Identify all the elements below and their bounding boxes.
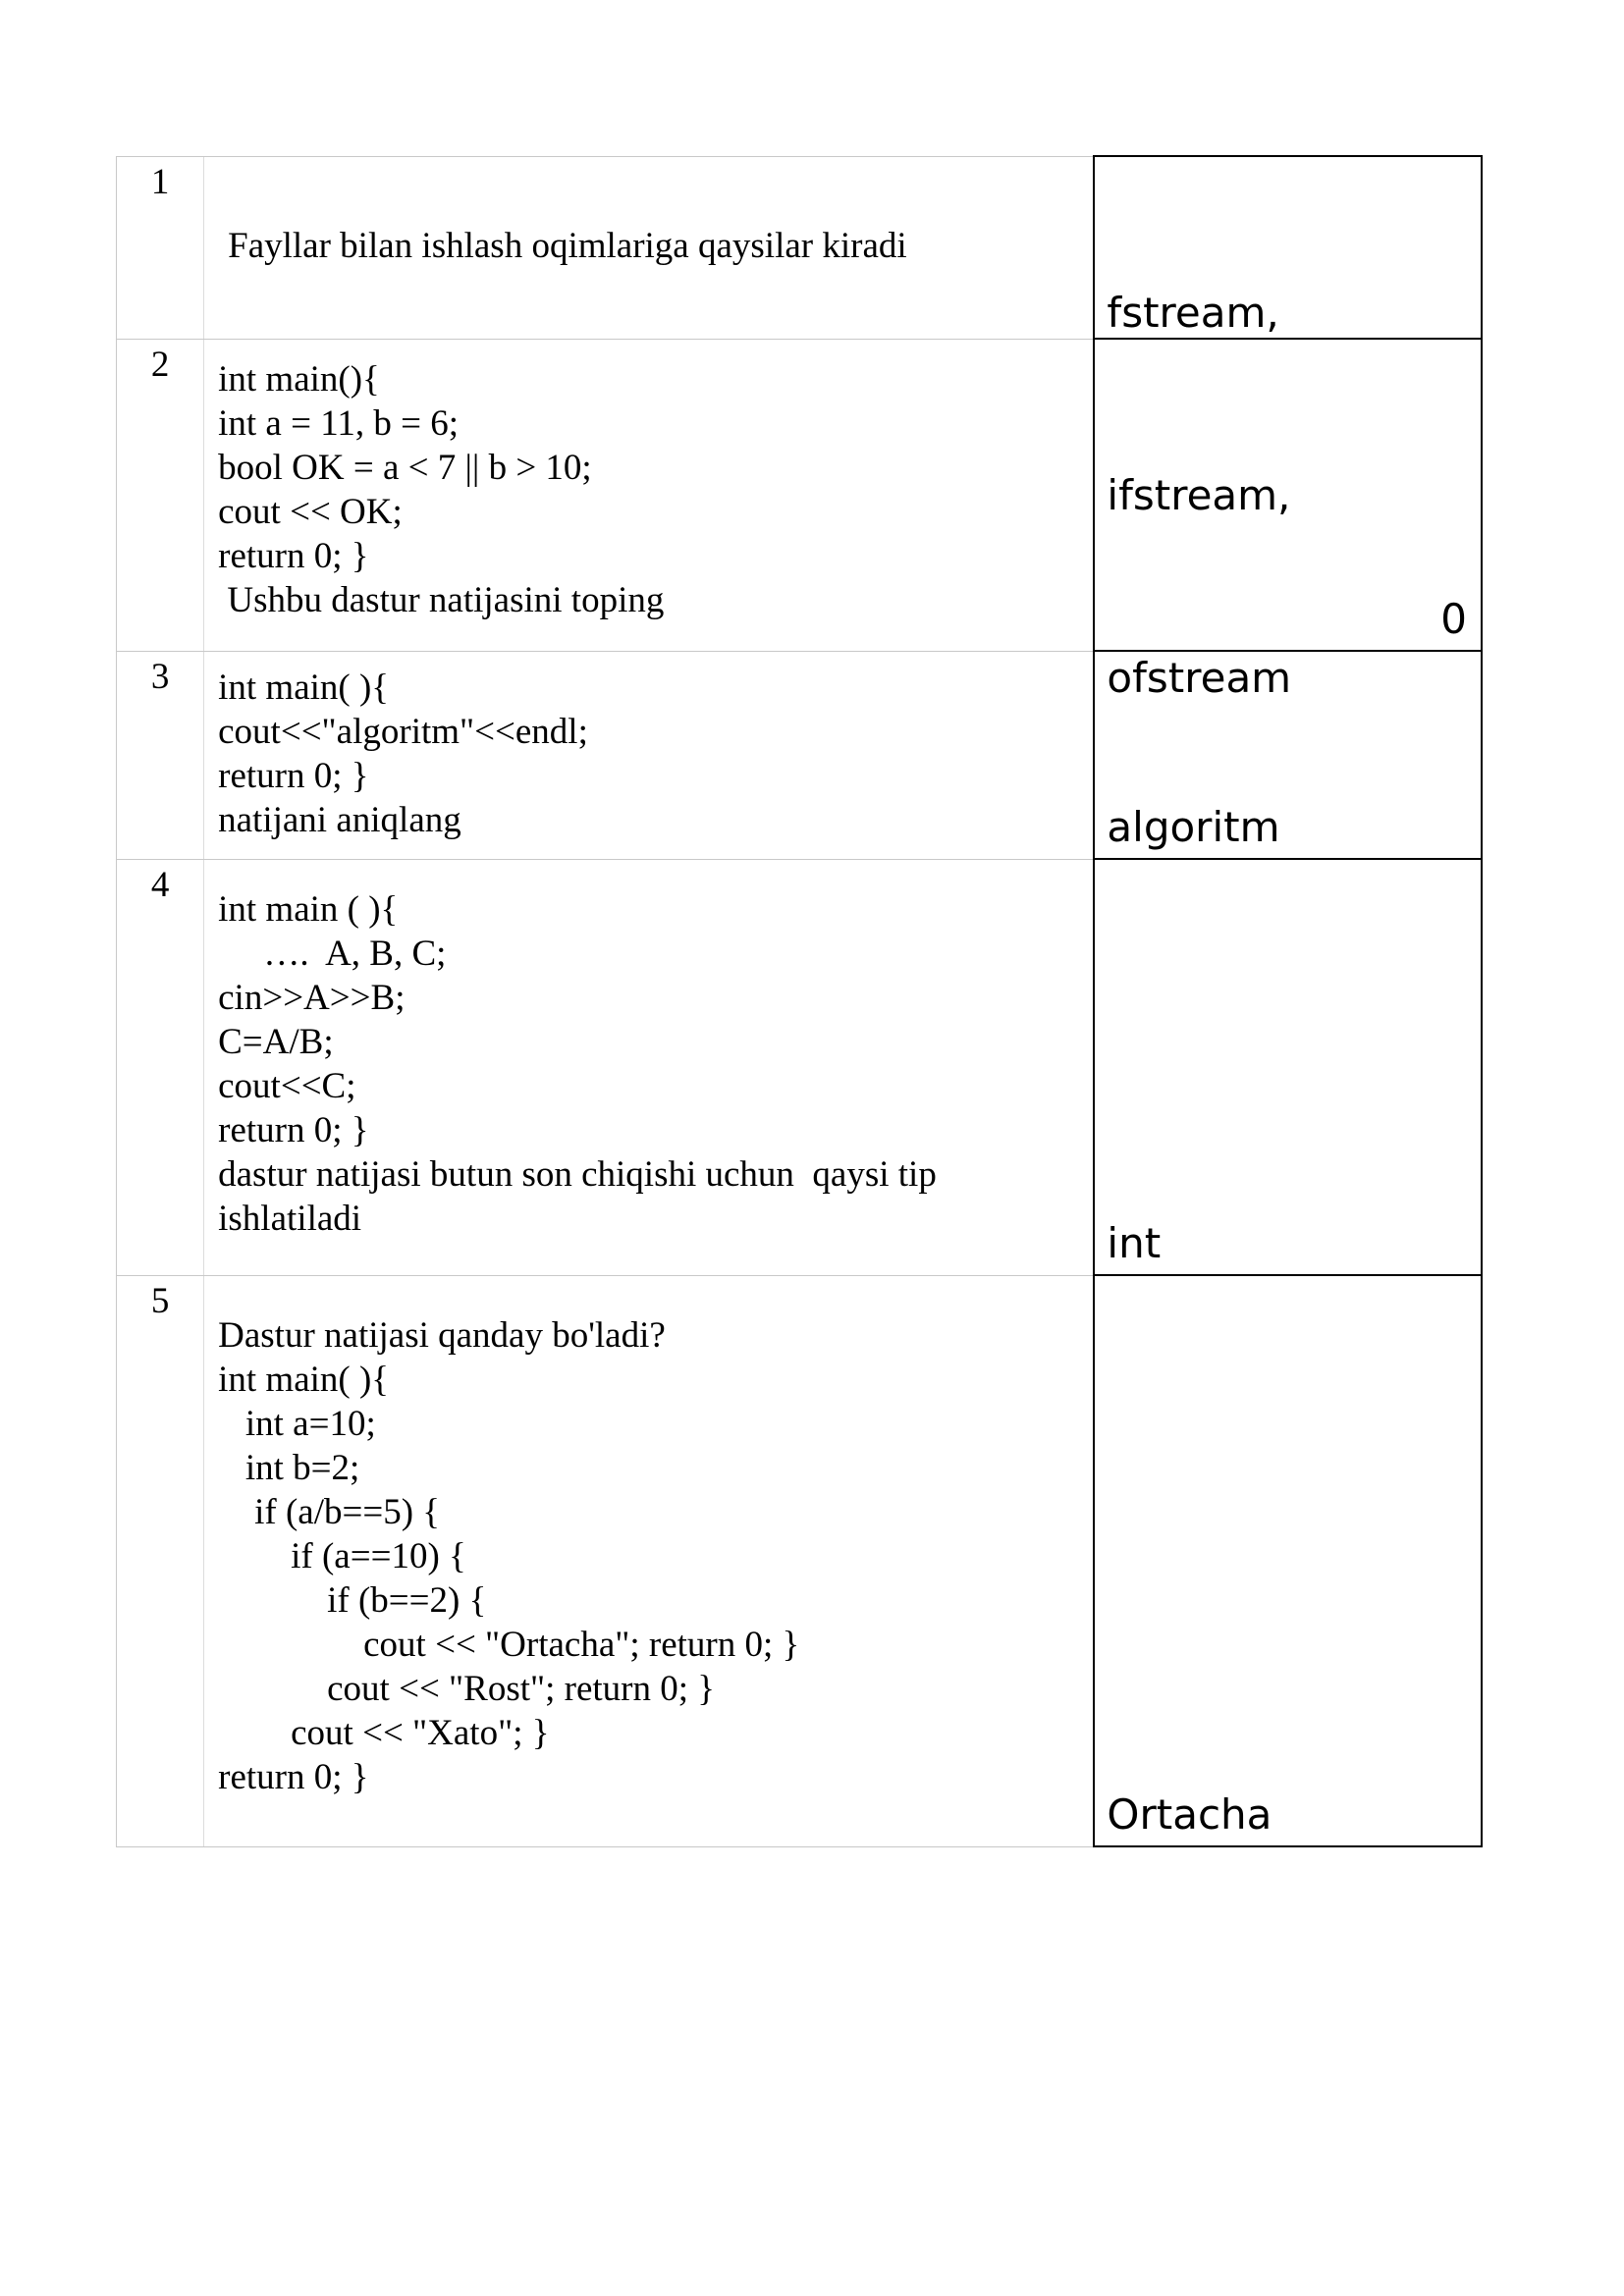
row-number-cell bbox=[117, 1275, 204, 1846]
question-row bbox=[117, 339, 1483, 651]
answer-cell bbox=[1094, 156, 1482, 702]
question-table bbox=[116, 155, 1483, 1847]
question-row bbox=[117, 651, 1483, 859]
row-number: 3 bbox=[150, 656, 170, 697]
question-cell bbox=[204, 339, 1095, 651]
question-line: if (b==2) { bbox=[218, 1579, 487, 1621]
answer-text: Ortacha bbox=[1107, 1790, 1272, 1839]
question-line: cin>>A>>B; bbox=[218, 977, 406, 1018]
question-line: cout << "Rost"; return 0; } bbox=[218, 1668, 716, 1709]
question-line: cout << "Ortacha"; return 0; } bbox=[218, 1624, 800, 1665]
question-line: if (a==10) { bbox=[218, 1535, 466, 1576]
question-row bbox=[117, 156, 1483, 339]
question-line: return 0; } bbox=[218, 1109, 369, 1150]
answer-line: ifstream, bbox=[1107, 471, 1291, 519]
question-row bbox=[117, 859, 1483, 1275]
answer-text: algoritm bbox=[1107, 803, 1280, 851]
row-number: 5 bbox=[150, 1280, 170, 1321]
question-line: return 0; } bbox=[218, 535, 369, 576]
question-line: Ushbu dastur natijasini toping bbox=[218, 579, 665, 620]
row-number-cell bbox=[117, 859, 204, 1275]
answer-line: ofstream bbox=[1107, 654, 1292, 702]
question-line: int main ( ){ bbox=[218, 888, 399, 930]
answer-text: 0 bbox=[1440, 595, 1467, 643]
question-line: int b=2; bbox=[218, 1447, 360, 1488]
question-line: int main( ){ bbox=[218, 667, 390, 708]
question-line: Fayllar bilan ishlash oqimlariga qaysilar kiradi bbox=[228, 225, 907, 266]
answer-text: int bbox=[1107, 1219, 1162, 1267]
row-number-cell bbox=[117, 339, 204, 651]
question-cell bbox=[204, 1275, 1095, 1846]
question-cell bbox=[204, 859, 1095, 1275]
answer-line: fstream, bbox=[1107, 289, 1279, 337]
question-line: int a=10; bbox=[218, 1403, 376, 1444]
row-number: 2 bbox=[150, 344, 170, 385]
question-line: cout<<C; bbox=[218, 1065, 356, 1106]
row-number-cell bbox=[117, 156, 204, 339]
question-row bbox=[117, 1275, 1483, 1846]
question-line: cout << "Xato"; } bbox=[218, 1712, 550, 1753]
answer-cell bbox=[1094, 651, 1482, 859]
question-line: if (a/b==5) { bbox=[218, 1491, 441, 1532]
row-number-cell bbox=[117, 651, 204, 859]
question-line: …. A, B, C; bbox=[218, 933, 447, 974]
question-line: int a = 11, b = 6; bbox=[218, 402, 459, 444]
question-line: bool OK = a < 7 || b > 10; bbox=[218, 447, 592, 488]
question-line: int main(){ bbox=[218, 358, 380, 400]
question-line: Dastur natijasi qanday bo'ladi? bbox=[218, 1314, 666, 1356]
question-line: return 0; } bbox=[218, 1756, 369, 1797]
question-cell bbox=[204, 156, 1095, 339]
question-line: return 0; } bbox=[218, 755, 369, 796]
question-line: cout << OK; bbox=[218, 491, 403, 532]
question-line: natijani aniqlang bbox=[218, 799, 461, 840]
question-line: int main( ){ bbox=[218, 1359, 390, 1400]
question-line: cout<<"algoritm"<<endl; bbox=[218, 711, 588, 752]
question-cell bbox=[204, 651, 1095, 859]
row-number: 1 bbox=[150, 161, 170, 202]
question-line: ishlatiladi bbox=[218, 1198, 362, 1239]
answer-cell bbox=[1094, 859, 1482, 1275]
row-number: 4 bbox=[150, 864, 170, 905]
answer-cell bbox=[1094, 339, 1482, 651]
answer-cell bbox=[1094, 1275, 1482, 1846]
question-line: C=A/B; bbox=[218, 1021, 334, 1062]
question-line: dastur natijasi butun son chiqishi uchun qaysi tip bbox=[218, 1153, 937, 1195]
